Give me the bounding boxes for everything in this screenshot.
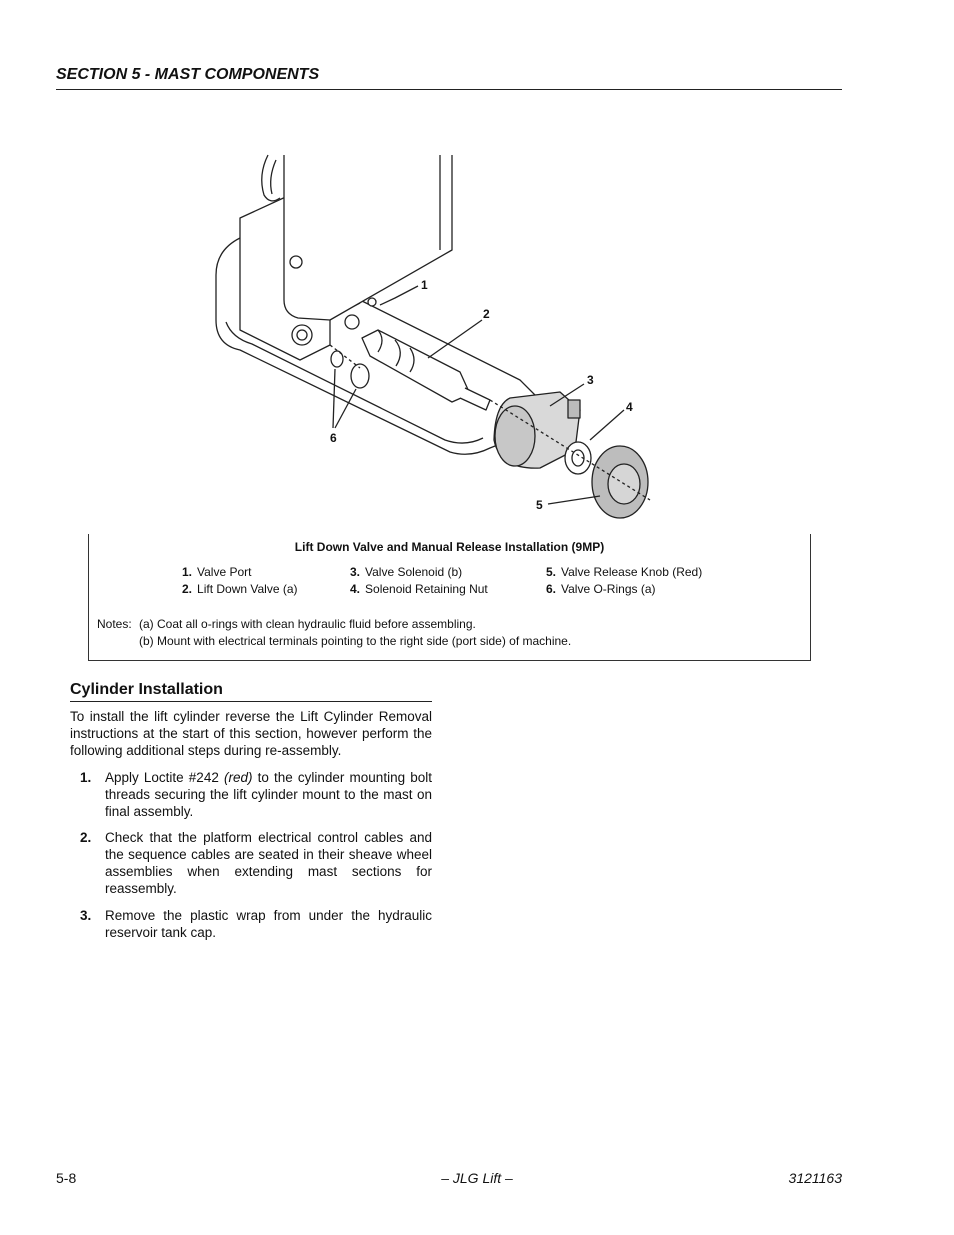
leader-5: [548, 496, 600, 504]
note-a: (a) Coat all o-rings with clean hydraulic fluid before assembling.: [139, 617, 476, 631]
leader-4: [590, 410, 624, 440]
step-number: 2.: [80, 830, 92, 845]
callout-5: 5: [536, 498, 543, 512]
legend-item-6: [546, 582, 656, 596]
valve-illustration: [0, 0, 954, 530]
legend-label: Valve O-Rings (a): [561, 582, 656, 596]
step-text-post: to the cylinder mounting bolt threads securing the lift cylinder mount to the mast on final assembly.: [105, 770, 432, 819]
step-3: [70, 907, 432, 941]
callout-3: 3: [587, 373, 594, 387]
legend-num: 6.: [546, 582, 557, 596]
step-2: [70, 829, 432, 897]
step-text: Remove the plastic wrap from under the hydraulic reservoir tank cap.: [105, 908, 432, 940]
legend-item-4: [350, 582, 488, 596]
legend-item-2: [182, 582, 298, 596]
intro-paragraph: To install the lift cylinder reverse the Lift Cylinder Removal instructions at the start of this section, however perform the following additional steps during re-assembly.: [70, 709, 432, 758]
figure-legend: [88, 534, 811, 661]
legend-item-5: [546, 565, 702, 579]
step-text: Check that the platform electrical control cables and the sequence cables are seated in their sheave wheel assemblies when extending mast sections for reassembly.: [105, 830, 432, 896]
note-b: (b) Mount with electrical terminals pointing to the right side (port side) of machine.: [139, 634, 572, 648]
reservoir-tank: [284, 155, 452, 320]
step-text-pre: Apply Loctite #242: [105, 770, 224, 785]
doc-number: 3121163: [788, 1170, 842, 1186]
legend-item-3: [350, 565, 462, 579]
callout-6: 6: [330, 431, 337, 445]
legend-item-1: [182, 565, 251, 579]
legend-label: Lift Down Valve (a): [197, 582, 298, 596]
callout-4: 4: [626, 400, 633, 414]
notes-label: Notes:: [97, 617, 132, 631]
legend-num: 4.: [350, 582, 361, 596]
footer-center: – JLG Lift –: [441, 1170, 513, 1186]
legend-label: Valve Port: [197, 565, 252, 579]
step-text-emphasis: (red): [223, 770, 253, 785]
step-text: [105, 769, 432, 820]
step-number: 1.: [80, 770, 92, 785]
legend-num: 3.: [350, 565, 361, 579]
legend-label: Solenoid Retaining Nut: [365, 582, 488, 596]
leader-1: [380, 286, 418, 305]
step-1: [70, 769, 432, 820]
section-header-title: SECTION 5 - MAST COMPONENTS: [56, 66, 320, 83]
step-number: 3.: [80, 908, 92, 923]
legend-num: 2.: [182, 582, 193, 596]
tank-port: [290, 256, 302, 268]
legend-label: Valve Release Knob (Red): [561, 565, 703, 579]
legend-title: Lift Down Valve and Manual Release Installation (9MP): [294, 540, 605, 554]
page-number: 5-8: [56, 1170, 77, 1186]
hose-inner: [271, 160, 276, 194]
legend-num: 1.: [182, 565, 193, 579]
legend-label: Valve Solenoid (b): [365, 565, 463, 579]
legend-num: 5.: [546, 565, 557, 579]
callout-2: 2: [483, 307, 490, 321]
callout-1: 1: [421, 278, 428, 292]
section-heading: Cylinder Installation: [70, 681, 432, 702]
